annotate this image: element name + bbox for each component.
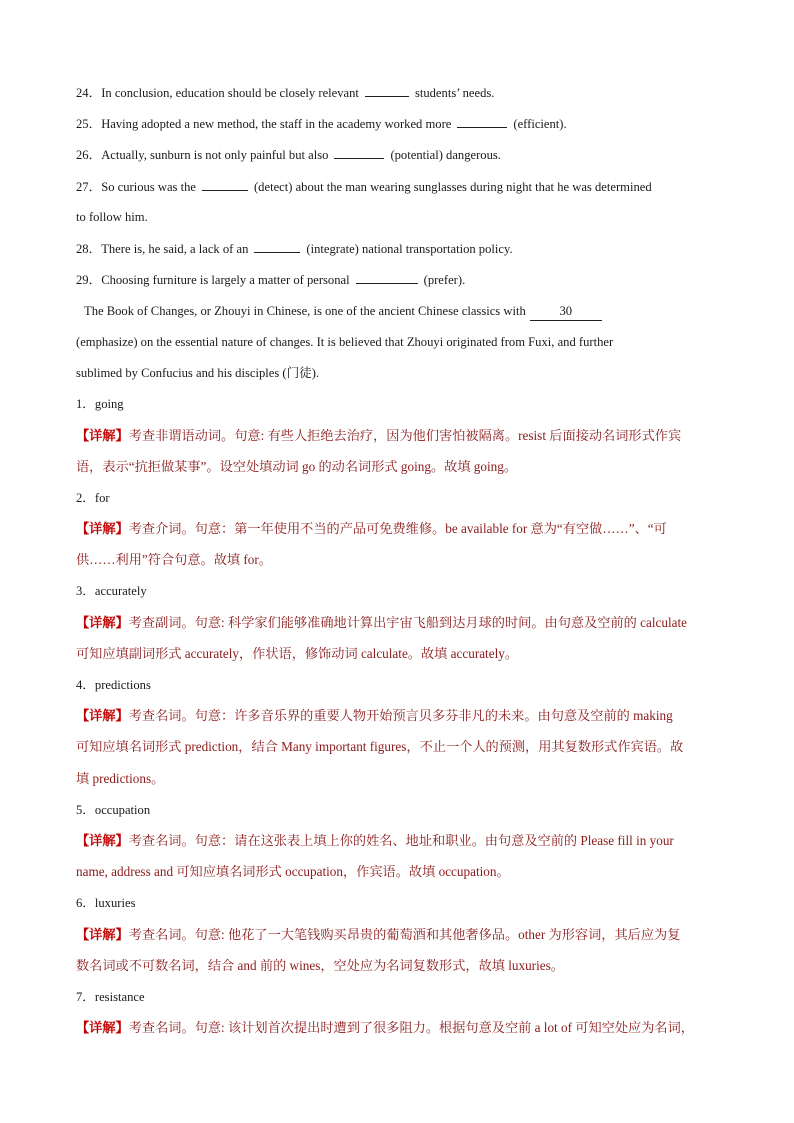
- detail-tag: 【详解】: [76, 833, 129, 848]
- answer-blank: [334, 145, 384, 159]
- detail-6-line-2: 数名词或不可数名词，结合 and 前的 wines，空处应为名词复数形式，故填 luxuries。: [76, 958, 564, 973]
- answer-6: 6．luxuries: [76, 896, 136, 910]
- answer-7: 7．resistance: [76, 990, 145, 1004]
- detail-4-line-1: 【详解】考查名词。句意：许多音乐界的重要人物开始预言贝多芬非凡的未来。由句意及空前的 making: [76, 708, 673, 723]
- answer-blank: [457, 114, 507, 128]
- detail-tag: 【详解】: [76, 521, 129, 536]
- answer-2: 2．for: [76, 491, 110, 505]
- detail-3-line-1: 【详解】考查副词。句意: 科学家们能够准确地计算出宇宙飞船到达月球的时间。由句意及空前的 calculate: [76, 615, 687, 630]
- detail-1-line-2: 语，表示“抗拒做某事”。设空处填动词 go 的动名词形式 going。故填 going。: [76, 459, 518, 474]
- question-26: 26．Actually, sunburn is not only painful but also (potential) dangerous.: [76, 145, 726, 164]
- detail-6-line-1: 【详解】考查名词。句意: 他花了一大笔钱购买昂贵的葡萄酒和其他奢侈品。other 为形容词，其后应为复: [76, 927, 681, 942]
- question-27: 27．So curious was the (detect) about the man wearing sunglasses during night that he was determined: [76, 177, 726, 196]
- passage-line-3: sublimed by Confucius and his disciples (门徒).: [76, 366, 320, 380]
- detail-3-line-2: 可知应填副词形式 accurately，作状语，修饰动词 calculate。故填 accurately。: [76, 646, 519, 661]
- answer-blank: [356, 270, 418, 284]
- answer-blank: [254, 239, 300, 253]
- detail-2-line-2: 供……利用”符合句意。故填 for。: [76, 552, 272, 567]
- answer-blank: [202, 177, 248, 191]
- question-28: 28．There is, he said, a lack of an (integrate) national transportation policy.: [76, 239, 726, 258]
- answer-blank: [365, 83, 409, 97]
- detail-tag: 【详解】: [76, 1020, 129, 1035]
- answer-5: 5．occupation: [76, 803, 151, 817]
- detail-4-line-2: 可知应填名词形式 prediction，结合 Many important figures，不止一个人的预测，用其复数形式作宾语。故: [76, 739, 684, 754]
- detail-tag: 【详解】: [76, 708, 129, 723]
- passage-line-1: The Book of Changes, or Zhouyi in Chinese, is one of the ancient Chinese classics with 30: [84, 302, 734, 321]
- answer-3: 3．accurately: [76, 584, 147, 598]
- question-25: 25．Having adopted a new method, the staff in the academy worked more (efficient).: [76, 114, 726, 133]
- answer-4: 4．predictions: [76, 678, 151, 692]
- answer-1: 1．going: [76, 397, 124, 411]
- detail-7-line-1: 【详解】考查名词。句意: 该计划首次提出时遭到了很多阻力。根据句意及空前 a lot of 可知空处应为名词，: [76, 1020, 694, 1035]
- question-24: 24．In conclusion, education should be closely relevant students’ needs.: [76, 83, 726, 102]
- passage-line-2: (emphasize) on the essential nature of changes. It is believed that Zhouyi originated from Fuxi, and further: [76, 335, 614, 349]
- detail-5-line-2: name, address and 可知应填名词形式 occupation，作宾语。故填 occupation。: [76, 864, 510, 879]
- answer-blank-30: 30: [530, 302, 602, 321]
- question-27-continued: to follow him.: [76, 210, 148, 224]
- question-29: 29．Choosing furniture is largely a matter of personal (prefer).: [76, 270, 726, 289]
- detail-tag: 【详解】: [76, 927, 129, 942]
- detail-tag: 【详解】: [76, 615, 129, 630]
- detail-2-line-1: 【详解】考查介词。句意：第一年使用不当的产品可免费维修。be available for 意为“有空做……”、“可: [76, 521, 667, 536]
- detail-1-line-1: 【详解】考查非谓语动词。句意: 有些人拒绝去治疗，因为他们害怕被隔离。resist 后面接动名词形式作宾: [76, 428, 682, 443]
- detail-tag: 【详解】: [76, 428, 129, 443]
- detail-5-line-1: 【详解】考查名词。句意：请在这张表上填上你的姓名、地址和职业。由句意及空前的 Please fill in your: [76, 833, 674, 848]
- detail-4-line-3: 填 predictions。: [76, 771, 165, 786]
